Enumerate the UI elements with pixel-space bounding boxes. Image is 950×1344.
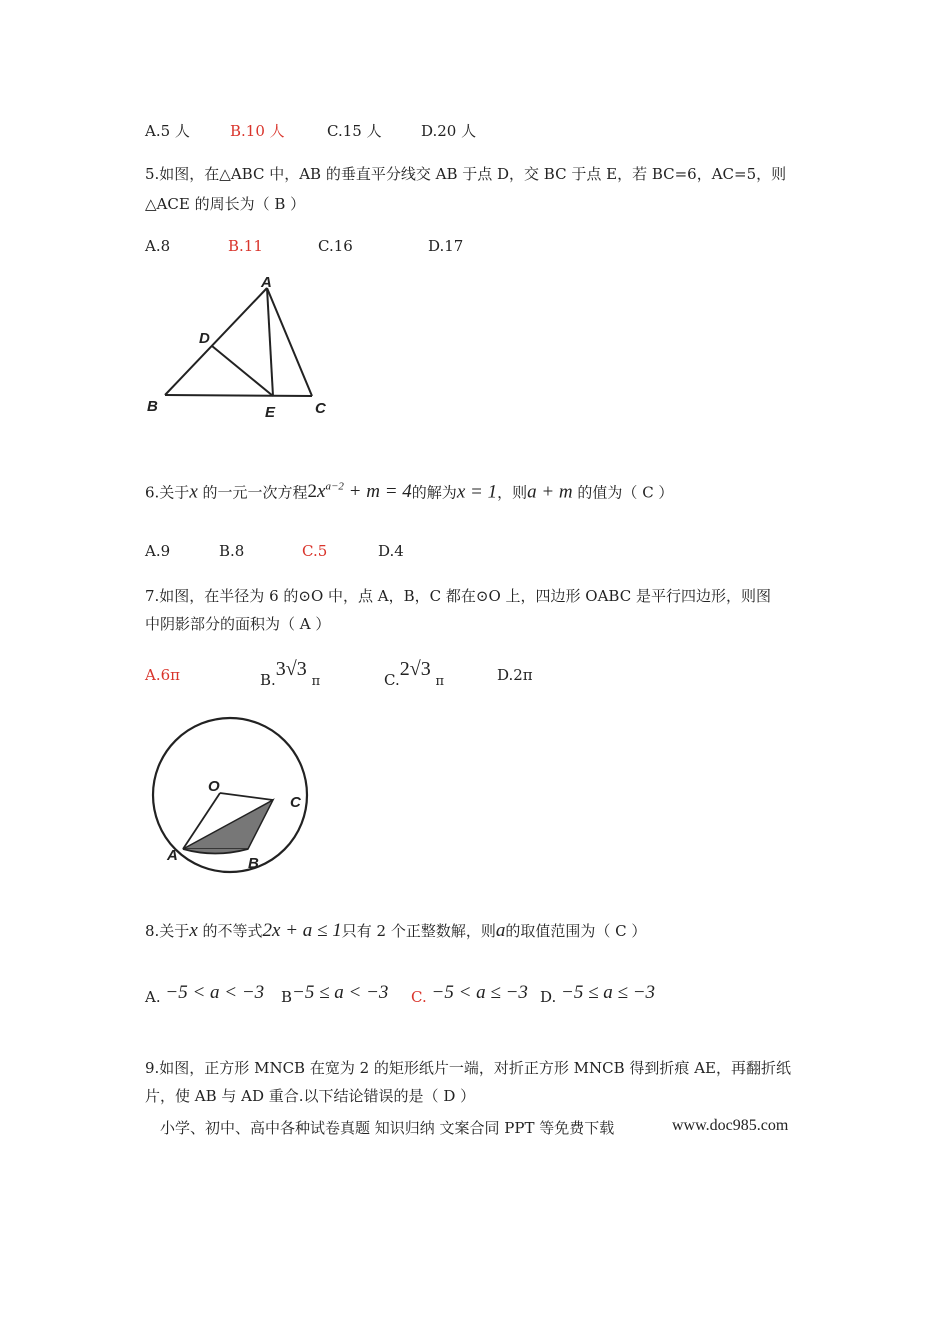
q6-equation: $2x^{a-2} + m = 4$ <box>307 481 412 503</box>
q8-option-c: C. −5 < a ≤ −3 <box>411 982 528 1006</box>
q4-option-c: C.15 人 <box>327 122 382 140</box>
q6-mid1: 的一元一次方程 <box>202 483 308 502</box>
q6-option-d: D.4 <box>378 542 404 560</box>
q4-option-d: D.20 人 <box>421 122 477 140</box>
q6-option-b: B.8 <box>219 542 245 560</box>
q8-var-a: a <box>495 920 506 941</box>
q6-option-c: C.5 <box>302 542 328 560</box>
q6-suffix: 的值为（ C ） <box>577 483 674 502</box>
q6-var-x: x <box>189 481 198 503</box>
q5-option-a: A.8 <box>145 237 171 255</box>
q4-option-a: A.5 人 <box>145 122 190 140</box>
q5-option-c: C.16 <box>318 237 353 255</box>
footer-text: 小学、初中、高中各种试卷真题 知识归纳 文案合同 PPT 等免费下载 <box>160 1119 615 1137</box>
q7-stem-line1: 7.如图，在半径为 6 的⊙O 中，点 A，B，C 都在⊙O 上，四边形 OABC 是平行四边形，则图 <box>145 587 771 605</box>
q7-shaded-region <box>183 800 273 849</box>
q8-option-b: B−5 ≤ a < −3 <box>281 982 389 1006</box>
q5-triangle-figure <box>140 270 350 430</box>
q5-side-ac <box>267 288 312 396</box>
q7-label-b: B <box>248 855 259 872</box>
q7-circle-figure <box>140 715 320 880</box>
q6-option-a: A.9 <box>145 542 171 560</box>
q7-label-c: C <box>290 794 301 811</box>
q5-stem-line1: 5.如图，在△ABC 中，AB 的垂直平分线交 AB 于点 D，交 BC 于点 E，若 BC=6，AC=5，则 <box>145 165 787 183</box>
q7-segment-oc <box>220 793 273 800</box>
q5-segment-ae <box>267 288 273 396</box>
q7-option-a: A.6π <box>145 666 181 684</box>
q5-option-d: D.17 <box>428 237 464 255</box>
q5-label-e: E <box>265 404 276 421</box>
footer-url[interactable]: www.doc985.com <box>672 1117 789 1134</box>
q5-label-d: D <box>199 330 210 347</box>
q5-side-bc <box>165 395 312 396</box>
q4-option-b: B.10 人 <box>230 122 285 140</box>
q8-option-a: A. −5 < a < −3 <box>145 982 265 1006</box>
q8-var-x: x <box>189 920 198 941</box>
q5-stem-line2: △ACE 的周长为（ B ） <box>145 195 306 213</box>
q9-stem-line1: 9.如图，正方形 MNCB 在宽为 2 的矩形纸片一端，对折正方形 MNCB 得到折痕 AE，再翻折纸 <box>145 1059 791 1077</box>
q5-label-a: A <box>261 274 272 291</box>
q7-label-a: A <box>167 847 178 864</box>
q8-inequality: 2x + a ≤ 1 <box>262 920 342 941</box>
q6-expression: a + m <box>527 481 573 503</box>
q7-option-d: D.2π <box>497 666 533 684</box>
q7-option-b: B.3√3 π <box>260 658 321 689</box>
q6-stem <box>145 472 673 507</box>
q7-option-c: C.2√3 π <box>384 658 445 689</box>
q7-stem-line2: 中阴影部分的面积为（ A ） <box>145 615 331 633</box>
q6-prefix: 6.关于 <box>145 483 190 502</box>
q6-mid2: 的解为 <box>411 483 457 502</box>
q5-label-c: C <box>315 400 326 417</box>
q7-arc-ab <box>183 849 248 854</box>
q6-solution: x = 1 <box>456 481 498 503</box>
q5-label-b: B <box>147 398 158 415</box>
q8-option-d: D. −5 ≤ a ≤ −3 <box>540 982 656 1006</box>
q8-stem: 8.关于x 的不等式2x + a ≤ 1只有 2 个正整数解，则a的取值范围为（ C ） <box>145 920 647 941</box>
q5-segment-de <box>212 346 273 396</box>
q6-mid3: ，则 <box>497 483 528 502</box>
q9-stem-line2: 片，使 AB 与 AD 重合.以下结论错误的是（ D ） <box>145 1087 476 1105</box>
q5-option-b: B.11 <box>228 237 263 255</box>
q7-label-o: O <box>208 778 220 795</box>
